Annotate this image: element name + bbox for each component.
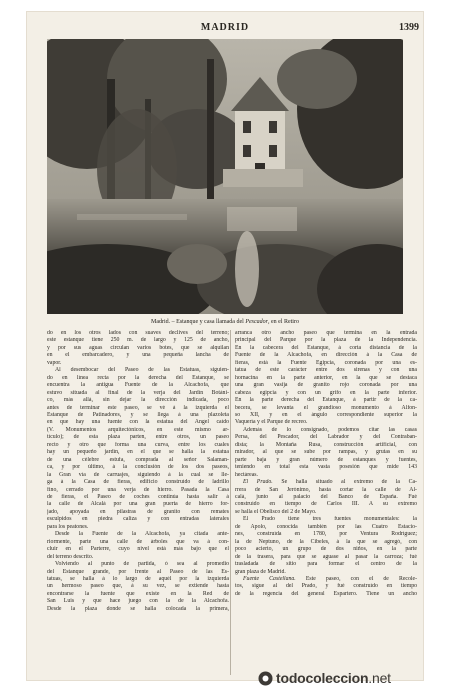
text-line: de una célebre estufa, comprada al señor Salaman- bbox=[47, 456, 229, 463]
text-line: Fuente Castellana. Este paseo, con el de Recole- bbox=[243, 575, 417, 582]
text-line: so XII, y en el ángulo correspondiente superior la bbox=[235, 411, 417, 418]
text-line: do en línea recta por la derecha del Estanque, se bbox=[47, 374, 229, 381]
document-page bbox=[27, 12, 423, 680]
text-line: parte baja y gran número de estanques y fuentes, bbox=[235, 456, 417, 463]
text-line: antes de terminar este paseo, se vé á la izquierda el bbox=[47, 404, 229, 411]
text-line: la Gran vía de carruajes, siguiendo á la cual se lle- bbox=[47, 471, 229, 478]
text-column-right bbox=[235, 330, 417, 675]
text-line: calá, junto al palacio del Banco de España. Fué bbox=[235, 493, 417, 500]
text-line: poco acierto, un grupo de dos niños, en la parte bbox=[235, 546, 417, 553]
text-line: se halla el Obelisco del 2 de Mayo. bbox=[235, 508, 317, 515]
text-line: cabeza egipcia y con un grifo en la parte inferior. bbox=[235, 389, 417, 396]
text-line: Volviendo al punto de partida, ó sea al promedio bbox=[55, 561, 229, 568]
text-line: hornacina en la parte anterior, en la que se destaca bbox=[235, 374, 417, 381]
text-line: este estanque tiene 250 m. de largo y 125 de ancho, bbox=[47, 337, 229, 344]
text-line: arranca otro ancho paseo que termina en la entrada bbox=[235, 330, 417, 336]
text-line: El Prado. Se halla situado al extremo de la Ca- bbox=[243, 479, 417, 486]
text-line: en el embarcadero, y una pequeña lancha de bbox=[47, 352, 229, 359]
text-line: En la cabecera del Estanque, á corta distancia de la bbox=[235, 344, 417, 351]
column-divider bbox=[230, 330, 231, 675]
text-line: Fuente de la Alcachofa, en dirección á la Casa de bbox=[235, 352, 417, 359]
text-line: Persa, del Pescador, del Labrador y del Contraban- bbox=[235, 434, 417, 441]
text-line: ca, y por último, á la conclusión de los dos paseos, bbox=[47, 464, 229, 471]
text-line: fino, cerrado por una verja de hierro. Pasada la Casa bbox=[47, 486, 229, 493]
watermark-text: todocoleccion.net bbox=[276, 670, 391, 686]
text-line: de fieras, el Paseo de coches continúa hasta salir á bbox=[47, 493, 229, 500]
text-line: Vaquería y el Parque de recreo. bbox=[235, 419, 308, 426]
paragraph-text bbox=[47, 330, 229, 613]
text-line: estuvo situada al final de la verja del Jardín Botáni- bbox=[47, 389, 229, 396]
text-line: co, más allá, sin dejar la dirección indicada, poco bbox=[47, 397, 229, 404]
text-line: encontrarse la fuente que existe en la Red de bbox=[47, 590, 229, 597]
text-line: de la trasera, para que se aguase al pasar la carroza; fué bbox=[235, 553, 417, 560]
text-line: jado, apoyada en pilastras de granito con remates bbox=[47, 508, 229, 515]
text-line: la de Neptuno, de la Cibeles, á la que se agregó, con bbox=[235, 538, 417, 545]
text-line: Además de lo consignado, podemos citar las casas bbox=[243, 426, 417, 433]
text-line: San Luis y que hace juego con la de la Alcachofa. bbox=[47, 598, 229, 605]
text-line: (V. Monumentos arquitectónicos, en este mismo ar- bbox=[47, 426, 229, 433]
text-line: becera, se levanta el grandioso monumento á Alfon- bbox=[235, 404, 417, 411]
text-line: cluir en el Parterre, cuyo nivel está más bajo que el bbox=[47, 546, 229, 553]
text-line: la calle de Alcalá por una gran puerta de hierro for- bbox=[47, 501, 229, 508]
text-line: El Prado tiene tres fuentes monumentales: la bbox=[243, 516, 417, 523]
text-line: hay un pequeño jardín, en el que se halla la estatua bbox=[47, 449, 229, 456]
text-line: tatua de este carácter entre dos sirenas y con una bbox=[235, 367, 417, 374]
text-line: vapor. bbox=[47, 359, 62, 366]
text-line: de la regencia del general Espartero. Tiene un ancho bbox=[235, 590, 417, 597]
caption-prefix: Madrid. – Estanque y casa llamada del bbox=[151, 319, 246, 325]
text-line: Estanque de Patinadores, y se llega á una plazoleta bbox=[47, 411, 229, 418]
text-line: en que hay una fuente con la estatua del Angel caído bbox=[47, 419, 229, 426]
text-line: encuentra la antigua Fuente de la Alcachofa, que bbox=[47, 382, 229, 389]
text-line: un hermoso paseo que, á su vez, se extiende hasta bbox=[47, 583, 229, 590]
text-line: construído en tiempo de Carlos III. A su extremo bbox=[235, 501, 417, 508]
paragraph-text bbox=[235, 330, 417, 598]
running-title: MADRID bbox=[200, 22, 250, 33]
caption-suffix: , en el Retiro bbox=[267, 319, 299, 325]
text-line: mirador, al que se sube por rampas, y grutas en su bbox=[235, 449, 417, 456]
text-line: rrera de San Jerónimo, hasta cortar la calle de Al- bbox=[235, 486, 417, 493]
text-line: del Estanque grande, por frente al Paseo de las Es- bbox=[47, 568, 229, 575]
text-line: una gran vasija de granito rojo coronada por una bbox=[235, 382, 417, 389]
text-line: recto y otro que forma una curva, entre los cuales bbox=[47, 441, 229, 448]
text-line: Al desembocar del Paseo de las Estatuas, siguien- bbox=[55, 367, 229, 374]
text-line: nes, construída en 1780, por Ventura Rodríguez; bbox=[235, 531, 417, 538]
text-column-left bbox=[47, 330, 229, 675]
text-line: Desde la plaza donde se halla colocada la primera, bbox=[47, 605, 229, 612]
text-line: tículo); de esta plaza parten, entre otros, un paseo bbox=[47, 434, 229, 441]
photo-caption bbox=[47, 319, 403, 325]
text-line: fieras, está la Fuente Egipcia, coronada por una es- bbox=[235, 359, 417, 366]
text-line: En la parte derecha del Estanque, á partir de la ca- bbox=[235, 397, 417, 404]
text-line: teniendo en total esta vasta posesión que mide 143 bbox=[235, 464, 417, 471]
page-number: 1399 bbox=[399, 22, 419, 33]
watermark-mark-icon bbox=[258, 671, 273, 686]
text-line: tatuas, se halla á lo largo de aquél por la izquierda bbox=[47, 575, 229, 582]
text-line: principal del Parque por la plaza de la Independencia. bbox=[235, 337, 417, 344]
watermark-logo bbox=[258, 669, 448, 689]
text-line: y por sus aguas circulan varios botes, que se alquilan bbox=[47, 344, 229, 351]
text-line: riormente, parte una calle de árboles que va á con- bbox=[47, 538, 229, 545]
text-line: tos, sigue al del Prado, y fué construído en tiempo bbox=[235, 583, 417, 590]
text-line: gran plaza de Madrid. bbox=[235, 568, 286, 575]
text-line: esculpidos en piedra caliza y con entradas laterales bbox=[47, 516, 229, 523]
text-line: de Apolo, conocida también por las Cuatro Estacio- bbox=[235, 523, 417, 530]
text-line: del terreno descrito. bbox=[47, 553, 94, 560]
text-line: ga á la Casa de fieras, edificio construído de ladrillo bbox=[47, 479, 229, 486]
text-line: Desde la Fuente de la Alcachofa, ya citada ante- bbox=[55, 531, 229, 538]
text-line: para los peatones. bbox=[47, 523, 89, 530]
text-line: dista; la Montaña Rusa, construcción artificial, con bbox=[235, 441, 417, 448]
text-line: do en los otros lados con suaves declives del terreno; bbox=[47, 330, 229, 336]
photograph-estanque-retiro bbox=[47, 39, 403, 314]
text-line: trasladada de sitio para formar el centro de la bbox=[235, 561, 417, 568]
text-line: hectáreas. bbox=[235, 471, 259, 478]
caption-italic: Pescador bbox=[245, 319, 268, 325]
page-header bbox=[27, 22, 423, 36]
